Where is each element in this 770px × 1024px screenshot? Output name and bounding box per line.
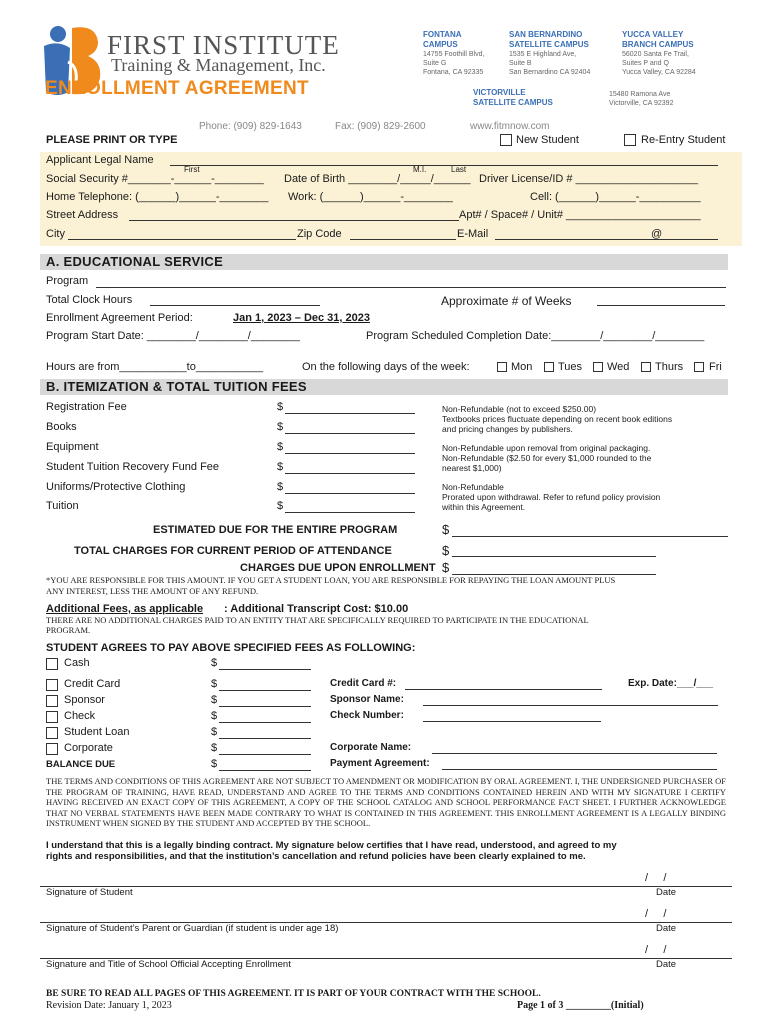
campus-address: Suite B (509, 60, 532, 67)
sponsor-name-input[interactable] (423, 705, 718, 706)
campus-address: Suite G (423, 60, 447, 67)
home-telephone-field[interactable]: Home Telephone: (______)______-________ (46, 191, 269, 203)
completion-date-field[interactable]: Program Scheduled Completion Date:________/________/________ (366, 330, 705, 342)
day-mon-checkbox[interactable] (497, 362, 507, 372)
payment-dollar-sign: $ (211, 726, 218, 738)
website-link[interactable]: www.fitmnow.com (470, 121, 550, 132)
city-label: City (46, 228, 65, 240)
reentry-student-checkbox[interactable] (624, 134, 636, 146)
zip-code-input[interactable] (350, 239, 456, 240)
fee-note-registration: Non-Refundable (not to exceed $250.00) (442, 404, 597, 414)
day-fri-checkbox[interactable] (694, 362, 704, 372)
loan-note: *YOU ARE RESPONSIBLE FOR THIS AMOUNT. IF YOU GET A STUDENT LOAN, YOU ARE RESPONSIBLE FOR REPAYING THE LOAN AMOUNT PLUS (46, 575, 616, 585)
charges-due-dollar: $ (442, 560, 450, 575)
payment-method-label: Cash (64, 657, 90, 669)
city-input[interactable] (68, 239, 296, 240)
campus-victorville (473, 88, 553, 108)
reentry-student-label: Re-Entry Student (641, 134, 726, 146)
agreement-period-label: Enrollment Agreement Period: (46, 312, 193, 324)
fee-amount-input[interactable] (285, 413, 415, 414)
campus-address: 15480 Ramona Ave (609, 91, 671, 98)
legal-name-input[interactable] (170, 165, 718, 166)
fee-dollar-sign: $ (277, 481, 284, 493)
middle-initial-caption: M.I. (413, 165, 427, 174)
section-a-title: A. EDUCATIONAL SERVICE (46, 254, 224, 269)
payment-dollar-sign: $ (211, 710, 218, 722)
print-instruction: PLEASE PRINT OR TYPE (46, 134, 178, 146)
date-slashes: / / (645, 944, 667, 956)
no-additional-charges-note: PROGRAM. (46, 625, 91, 635)
campus-address: 1535 E Highland Ave, (509, 51, 577, 58)
fee-note-uniforms: Non-Refundable (442, 482, 504, 492)
payment-method-checkbox[interactable] (46, 679, 58, 691)
payment-amount-input[interactable] (219, 754, 311, 755)
footer-warning: BE SURE TO READ ALL PAGES OF THIS AGREEMENT. IT IS PART OF YOUR CONTRACT WITH THE SCHOOL. (46, 989, 541, 999)
campus-address: Victorville, CA 92392 (609, 100, 674, 107)
campus-type: CAMPUS (423, 40, 458, 49)
work-telephone-field[interactable]: Work: (______)______-________ (288, 191, 453, 203)
payment-method-label: Sponsor (64, 694, 105, 706)
payment-method-checkbox[interactable] (46, 711, 58, 723)
additional-fees-label: Additional Fees, as applicable (46, 603, 204, 615)
date-label: Date (656, 887, 677, 898)
dob-field[interactable]: Date of Birth ________/_____/______ (284, 173, 471, 185)
payment-method-checkbox[interactable] (46, 743, 58, 755)
campus-san-bernardino (509, 30, 590, 77)
loan-note: ANY INTEREST, LESS THE AMOUNT OF ANY REFUND. (46, 586, 259, 596)
payment-method-checkbox[interactable] (46, 658, 58, 670)
new-student-checkbox[interactable] (500, 134, 512, 146)
campus-address: Fontana, CA 92335 (423, 69, 484, 76)
payment-amount-input[interactable] (219, 738, 311, 739)
balance-due-input[interactable] (219, 770, 311, 771)
section-b-title: B. ITEMIZATION & TOTAL TUITION FEES (46, 379, 307, 394)
payment-amount-input[interactable] (219, 706, 311, 707)
day-tues-label: Tues (558, 361, 583, 373)
campus-yucca-valley (622, 30, 696, 77)
days-of-week-label: On the following days of the week: (302, 361, 470, 373)
fee-label: Uniforms/Protective Clothing (46, 481, 186, 493)
fee-label: Student Tuition Recovery Fund Fee (46, 461, 220, 473)
first-name-caption: First (184, 165, 200, 174)
clock-hours-input[interactable] (150, 305, 320, 306)
fee-label: Registration Fee (46, 401, 127, 413)
campus-address: San Bernardino CA 92404 (509, 69, 591, 76)
check-number-input[interactable] (423, 721, 601, 722)
payment-dollar-sign: $ (211, 657, 218, 669)
fee-amount-input[interactable] (285, 453, 415, 454)
fee-label: Equipment (46, 441, 99, 453)
street-address-input[interactable] (129, 220, 459, 221)
check-number-label: Check Number: (330, 710, 404, 721)
day-wed-label: Wed (607, 361, 630, 373)
fee-note-tuition: within this Agreement. (442, 502, 526, 512)
fee-dollar-sign: $ (277, 441, 284, 453)
day-thurs-label: Thurs (655, 361, 684, 373)
day-thurs-checkbox[interactable] (641, 362, 651, 372)
day-mon-label: Mon (511, 361, 533, 373)
agreement-period-value: Jan 1, 2023 – Dec 31, 2023 (233, 312, 370, 324)
payment-method-label: Check (64, 710, 96, 722)
revision-date: Revision Date: January 1, 2023 (46, 1000, 172, 1011)
sponsor-name-label: Sponsor Name: (330, 694, 404, 705)
signature-line[interactable] (40, 886, 732, 887)
payment-method-label: Credit Card (64, 678, 121, 690)
clock-hours-label: Total Clock Hours (46, 294, 133, 306)
start-date-field[interactable]: Program Start Date: ________/________/________ (46, 330, 300, 342)
campus-address: Yucca Valley, CA 92284 (622, 69, 696, 76)
logo-title: FIRST INSTITUTE (107, 30, 340, 60)
fee-note-books: and pricing changes by publishers. (442, 424, 573, 434)
payment-amount-input[interactable] (219, 722, 311, 723)
fee-note-strf: nearest $1,000) (442, 463, 502, 473)
payment-method-label: Student Loan (64, 726, 130, 738)
cell-telephone-field[interactable]: Cell: (______)______-__________ (530, 191, 701, 203)
fee-note-tuition: Prorated upon withdrawal. Refer to refund policy provision (442, 492, 661, 502)
apt-unit-field[interactable]: Apt# / Space# / Unit# ______________________ (459, 209, 701, 221)
email-at-sign: @ (651, 228, 663, 240)
ssn-field[interactable]: Social Security #_______-______-________ (46, 173, 264, 185)
street-address-label: Street Address (46, 209, 119, 221)
estimated-due-label: ESTIMATED DUE FOR THE ENTIRE PROGRAM (153, 524, 398, 536)
zip-code-label: Zip Code (297, 228, 342, 240)
binding-statement: rights and responsibilities, and that the institution’s cancellation and refund policies have been clearly explained to me. (46, 851, 586, 862)
estimated-due-input[interactable] (452, 536, 728, 537)
payment-dollar-sign: $ (211, 678, 218, 690)
balance-due-dollar: $ (211, 758, 218, 770)
campus-name: SAN BERNARDINO (509, 30, 583, 39)
charges-due-label: CHARGES DUE UPON ENROLLMENT (240, 562, 436, 574)
fee-dollar-sign: $ (277, 500, 284, 512)
fee-amount-input[interactable] (285, 512, 415, 513)
fee-amount-input[interactable] (285, 473, 415, 474)
fee-amount-input[interactable] (285, 493, 415, 494)
phone-number: Phone: (909) 829-1643 (199, 121, 302, 132)
campus-type: SATELLITE CAMPUS (473, 98, 553, 107)
payment-amount-input[interactable] (219, 690, 311, 691)
estimated-due-dollar: $ (442, 522, 450, 537)
approx-weeks-input[interactable] (597, 305, 725, 306)
total-charges-dollar: $ (442, 543, 450, 558)
payment-method-checkbox[interactable] (46, 727, 58, 739)
campus-type: BRANCH CAMPUS (622, 40, 694, 49)
program-label: Program (46, 275, 89, 287)
fee-note-strf: Non-Refundable ($2.50 for every $1,000 rounded to the (442, 453, 652, 463)
fee-dollar-sign: $ (277, 461, 284, 473)
fee-dollar-sign: $ (277, 421, 284, 433)
payment-agreement-input[interactable] (442, 769, 717, 770)
date-slashes: / / (645, 872, 667, 884)
day-fri-label: Fri (709, 361, 722, 373)
fax-number: Fax: (909) 829-2600 (335, 121, 426, 132)
payment-title: STUDENT AGREES TO PAY ABOVE SPECIFIED FEES AS FOLLOWING: (46, 642, 416, 654)
last-name-caption: Last (451, 165, 467, 174)
logo-subtitle: Training & Management, Inc. (111, 55, 326, 75)
signature-label: Signature of Student (46, 887, 133, 898)
campus-address: 56020 Santa Fe Trail, (622, 51, 689, 58)
new-student-label: New Student (516, 134, 579, 146)
campus-fontana (423, 30, 484, 77)
fee-label: Books (46, 421, 77, 433)
payment-dollar-sign: $ (211, 742, 218, 754)
date-slashes: / / (645, 908, 667, 920)
day-tues-checkbox[interactable] (544, 362, 554, 372)
exp-date-field[interactable]: Exp. Date:___/___ (628, 678, 714, 689)
legal-name-label: Applicant Legal Name (46, 154, 154, 166)
email-label: E-Mail (457, 228, 489, 240)
hours-range-field[interactable]: Hours are from___________to___________ (46, 361, 264, 373)
program-input[interactable] (96, 287, 726, 288)
date-label: Date (656, 959, 677, 970)
fee-amount-input[interactable] (285, 433, 415, 434)
corporate-name-label: Corporate Name: (330, 742, 412, 753)
corporate-name-input[interactable] (432, 753, 717, 754)
payment-dollar-sign: $ (211, 694, 218, 706)
page-initial[interactable]: Page 1 of 3 _________(Initial) (517, 1000, 644, 1011)
fee-note-equipment: Non-Refundable upon removal from original packaging. (442, 443, 651, 453)
credit-card-input[interactable] (405, 689, 602, 690)
approx-weeks-label: Approximate # of Weeks (441, 294, 572, 308)
campus-name: FONTANA (423, 30, 462, 39)
campus-address: Suites P and Q (622, 60, 669, 67)
campus-name: VICTORVILLE (473, 88, 526, 97)
campus-type: SATELLITE CAMPUS (509, 40, 589, 49)
credit-card-label: Credit Card #: (330, 678, 397, 689)
fee-note-books: Textbooks prices fluctuate depending on recent book editions (442, 414, 673, 424)
fee-label: Tuition (46, 500, 79, 512)
total-charges-label: TOTAL CHARGES FOR CURRENT PERIOD OF ATTENDANCE (74, 545, 392, 557)
driver-license-field[interactable]: Driver License/ID # ____________________ (479, 173, 698, 185)
payment-agreement-label: Payment Agreement: (330, 758, 430, 769)
day-wed-checkbox[interactable] (593, 362, 603, 372)
payment-amount-input[interactable] (219, 669, 311, 670)
campus-name: YUCCA VALLEY (622, 30, 684, 39)
payment-method-label: Corporate (64, 742, 113, 754)
no-additional-charges-note: THERE ARE NO ADDITIONAL CHARGES PAID TO AN ENTITY THAT ARE SPECIFICALLY REQUIRED TO PARTICIPATE IN THE EDUCATIONAL (46, 615, 589, 625)
email-input[interactable] (495, 239, 718, 240)
campus-victorville-address (609, 90, 673, 108)
total-charges-input[interactable] (452, 556, 656, 557)
signature-label: Signature of Student’s Parent or Guardian (if student is under age 18) (46, 923, 339, 934)
date-label: Date (656, 923, 677, 934)
fee-dollar-sign: $ (277, 401, 284, 413)
document-title: ENROLLMENT AGREEMENT (45, 78, 309, 99)
additional-fees-value: : Additional Transcript Cost: $10.00 (224, 603, 409, 615)
campus-address: 14755 Foothill Blvd, (423, 51, 485, 58)
terms-paragraph: THE TERMS AND CONDITIONS OF THIS AGREEMENT ARE NOT SUBJECT TO AMENDMENT OR MODIFICATION BY ORAL AGREEMENT. I, THE UNDERSIGNED PURCHASER OF THE PROGRAM OF TRAINING, HAVE READ, UNDERSTAND AND AGREE TO THE TERMS AND CONDITIONS CONTAINED HEREIN AND WITH MY SIGNATURE I CERTIFY HAVING RECEIVED AN EXACT COPY OF THIS AGREEMENT, A COPY OF THE SCHOOL CATALOG AND SCHOOL PERFORMANCE FACT SHEET. I FURTHER ACKNOWLEDGE THAT NO VERBAL STATEMENTS HAVE BEEN MADE CONTRARY TO WHAT IS CONTAINED IN THIS AGREEMENT. THIS ENROLLMENT AGREEMENT IS A LEGALLY BINDING INSTRUMENT WHEN SIGNED BY THE STUDENT AND ACCEPTED BY THE SCHOOL. (46, 776, 726, 828)
payment-method-checkbox[interactable] (46, 695, 58, 707)
signature-label: Signature and Title of School Official Accepting Enrollment (46, 959, 291, 970)
binding-statement: I understand that this is a legally binding contract. My signature below certifies that I have read, understood, and agreed to my (46, 840, 617, 851)
balance-due-label: BALANCE DUE (46, 759, 116, 770)
